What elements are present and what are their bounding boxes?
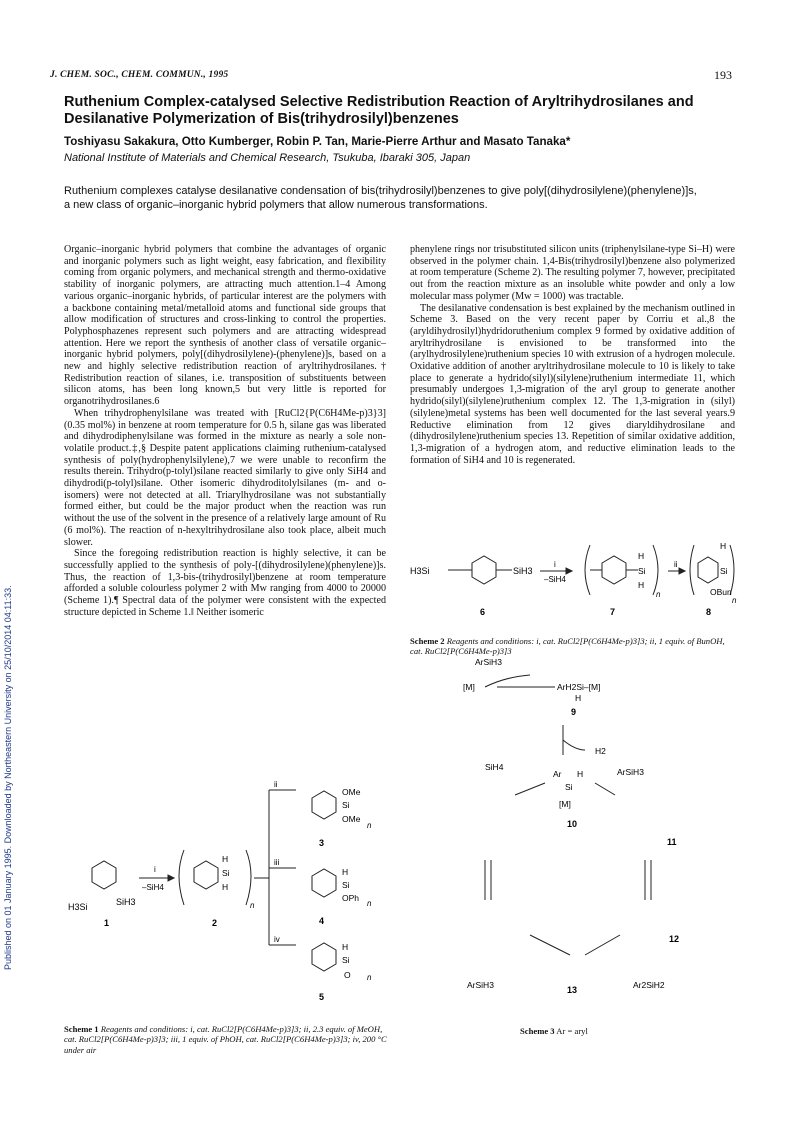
arrow-head [566, 568, 572, 574]
label: O [344, 970, 351, 980]
label: Si [222, 868, 230, 878]
paragraph: Since the foregoing redistribution reaction is highly selective, it can be successfully applied to the synthesis of poly-[(dihydrosilylene)(phenylene)]s. Thus, the reaction of 1,3-bis-(trihydrosilyl)benzene at room temperature afforded a soluble colourless polymer 2 with Mw ranging from 4000 to 20000 (Scheme 1).¶ Spectral data of the polymer were consistent with the expected structure depicted in Scheme 1.‖ Neither isomeric [64, 548, 386, 618]
label: Si [565, 782, 573, 792]
compound-number: 8 [706, 607, 712, 617]
scheme-3-figure [445, 655, 745, 1020]
label: H [342, 867, 349, 877]
benzene-ring [472, 556, 496, 584]
label: iv [274, 935, 280, 944]
compound-number: 5 [319, 992, 325, 1002]
paragraph: phenylene rings nor trisubstituted silicon units (triphenylsilane-type Si–H) were observed in the polymer chain. 1,4-Bis(trihydrosilyl)benzene also polymerized at room temperature (Scheme 2). The resulting polymer 7, however, precipitated out from the reaction mixture as an insoluble white powder and only a low molecular mass polymer (Mw = 1000) was tractable. [410, 244, 735, 302]
label: H [342, 942, 349, 952]
affiliation: National Institute of Materials and Chemical Research, Tsukuba, Ibaraki 305, Japan [64, 152, 471, 164]
label: Ar2SiH2 [633, 980, 665, 990]
label: ArSiH3 [617, 767, 644, 777]
compound-number: 9 [571, 707, 577, 717]
label: H3Si [410, 566, 430, 576]
label: H [222, 882, 229, 892]
compound-number: 4 [319, 916, 325, 926]
compound-number: 10 [567, 819, 578, 829]
label: H3Si [68, 902, 88, 912]
compound-number: 11 [667, 837, 677, 847]
scheme-1-figure [64, 780, 394, 1020]
right-column [410, 244, 735, 466]
label: i [554, 560, 556, 569]
label: Si [342, 955, 350, 965]
abstract: Ruthenium complexes catalyse desilanative condensation of bis(trihydrosilyl)benzenes to give poly[(dihydrosilylene)(phenylene)]s, a new class of organic–inorganic hybrid polymers that allow numerous transformations. [64, 185, 697, 211]
label: Si [342, 800, 350, 810]
label: SiH3 [513, 566, 533, 576]
label: Si [638, 566, 646, 576]
curved-arrow [563, 740, 585, 750]
label: Ar [553, 769, 562, 779]
bracket-left [585, 545, 590, 595]
caption-text: Reagents and conditions: i, cat. RuCl2[P(C6H4Me-p)3]3; ii, 1 equiv. of BunOH, cat. RuCl2[P(C6H4Me-p)3]3 [410, 636, 725, 657]
label: ArSiH3 [475, 657, 502, 667]
label: H2 [595, 746, 606, 756]
compound-number: 3 [319, 838, 325, 848]
label: OBun [710, 587, 732, 597]
compound-number: 7 [610, 607, 616, 617]
equilibrium-arrow [595, 783, 615, 795]
label: ArH2Si–[M] [557, 682, 601, 692]
journal-header: J. CHEM. SOC., CHEM. COMMUN., 1995 [50, 70, 229, 80]
label: ArSiH3 [467, 980, 494, 990]
caption-label: Scheme 3 [520, 1026, 555, 1036]
label: n [367, 973, 372, 982]
arrow-head [679, 568, 685, 574]
article-title: Ruthenium Complex-catalysed Selective Redistribution Reaction of Aryltrihydrosilanes and Desilanative Polymerization of Bis(trihydrosilyl)benzenes [64, 94, 694, 127]
label: H [222, 854, 229, 864]
compound-number: 1 [104, 918, 110, 928]
download-stamp-link[interactable]: Published on 01 January 1995. Downloaded by Northeastern University on 25/10/2014 04:11:33. [3, 585, 13, 970]
compound-number: 13 [567, 985, 578, 995]
label: H [638, 551, 645, 561]
label: OMe [342, 814, 361, 824]
benzene-ring [312, 791, 336, 819]
paragraph: Organic–inorganic hybrid polymers that combine the advantages of organic and inorganic polymers such as light weight, easy fabrication, and flexibility coming from organic polymers, and mechanical strength and thermo-oxidative stability of inorganic polymers, are attracting much attention.1–4 Among various organic–inorganic hybrids, of particular interest are the polymers with a backbone containing metal/metalloid atoms and functional side groups that allow modification of structures and cross-linking to control the properties. Polyphosphazenes represent such polymers and are attracting widespread attention. Here we report the synthesis of another class of versatile organic–inorganic hybrid polymers, poly[(dihydrosilylene)-(phenylene)]s, based on a new and highly selective redistribution reaction of aryltrihydrosilanes.† Redistribution reaction of silanes, i.e. transposition of substituents between silicon atoms, has been long known,5 but very little is reported for organotrihydrosilanes.6 [64, 244, 386, 408]
compound-number: 6 [480, 607, 486, 617]
paragraph: The desilanative condensation is best explained by the mechanism outlined in Scheme 3. Based on the very recent paper by Corriu et al.,8 the (aryldihydrosilyl)hydridoruthenium complex 9 formed by oxidative addition of aryltrihydrosilane is envisioned to be transformed into the (arylhydrosilylene)ruthenium species 10 with extrusion of a hydrogen molecule. Oxidative addition of another aryltrihydrosilane molecule to 10 is likely to take place to generate a hydrido(silyl)(silylene)ruthenium intermediate 11, which presumably undergoes 1,3-migration of the aryl group to generate another hydrido(silyl)(silylene)ruthenium complex 12. The 1,3-migration in (silyl)(silylene)metal systems has been well documented for the last several years.9 Reductive elimination from 12 gives diaryldihydrosilane and (dihydrosilylene)ruthenium species 13. Repetition of similar oxidative addition, 1,3-migration of a hydrogen atom, and reductive elimination leads to the formation of SiH4 and 10 is regenerated. [410, 302, 735, 466]
bracket-right [246, 850, 251, 905]
download-sidebar [2, 240, 14, 970]
caption-label: Scheme 1 [64, 1024, 99, 1034]
caption-text: Reagents and conditions: i, cat. RuCl2[P(C6H4Me-p)3]3; ii, 2.3 equiv. of MeOH, cat. RuCl2[P(C6H4Me-p)3]3; iii, 1 equiv. of PhOH, cat. RuCl2[P(C6H4Me-p)3]3; iv, 200 °C under air [64, 1024, 387, 1055]
label: OMe [342, 787, 361, 797]
scheme-1-caption [64, 1024, 394, 1055]
equilibrium-arrow [585, 935, 620, 955]
benzene-ring [92, 861, 116, 889]
equilibrium-arrow [530, 935, 570, 955]
compound-number: 2 [212, 918, 218, 928]
label: Si [720, 566, 728, 576]
label: [M] [463, 682, 475, 692]
benzene-ring [312, 943, 336, 971]
bracket-left [690, 545, 694, 595]
label: i [154, 865, 156, 874]
caption-text: Ar = aryl [556, 1026, 588, 1036]
scheme-2-caption [410, 636, 735, 657]
benzene-ring [602, 556, 626, 584]
label: SiH4 [485, 762, 504, 772]
label: ii [274, 780, 278, 789]
label: n [732, 596, 737, 605]
page-number: 193 [714, 68, 732, 82]
label: H [720, 541, 727, 551]
label: Si [342, 880, 350, 890]
caption-label: Scheme 2 [410, 636, 445, 646]
arrow-head [168, 875, 174, 881]
label: H [638, 580, 645, 590]
label: n [367, 821, 372, 830]
author-list: Toshiyasu Sakakura, Otto Kumberger, Robin P. Tan, Marie-Pierre Arthur and Masato Tanaka* [64, 135, 571, 148]
label: [M] [559, 799, 571, 809]
curved-arrow [485, 675, 530, 687]
bracket-right [653, 545, 658, 595]
benzene-ring [698, 557, 718, 583]
benzene-ring [194, 861, 218, 889]
scheme-2-figure [410, 535, 740, 630]
label: n [656, 590, 661, 599]
left-column [64, 244, 386, 619]
paragraph: When trihydrophenylsilane was treated with [RuCl2{P(C6H4Me-p)3}3] (0.35 mol%) in benzene at room temperature for 0.5 h, silane gas was liberated and dihydrodiphenylsilane was formed in the mixture as nearly a sole non-volatile product.‡,§ Despite patent applications claiming ruthenium-catalysed synthesis of poly(hydrophenylsilylene),7 we were unable to reconfirm the results therein. Trihydro(p-tolyl)silane reacted similarly to give only SiH4 and dihydrodi(p-tolyl)silane. Other isomeric dihydroditolylsilanes (m- and o-isomers) were not detected at all. Triarylhydrosilane was not substantially formed either, but could be the major product when the reaction was run without the use of the solvent in the presence of a relatively large amount of Ru (6 mol%). The reaction of n-hexyltrihydrosilane also took place, albeit much slower. [64, 407, 386, 548]
label: OPh [342, 893, 360, 903]
label: –SiH4 [544, 575, 566, 584]
label: H [575, 693, 582, 703]
benzene-ring [312, 869, 336, 897]
label: H [577, 769, 584, 779]
label: –SiH4 [142, 883, 164, 892]
label: ii [674, 560, 678, 569]
label: n [250, 901, 255, 910]
bracket-left [179, 850, 184, 905]
label: SiH3 [116, 897, 136, 907]
scheme-3-caption [520, 1026, 740, 1036]
label: n [367, 899, 372, 908]
compound-number: 12 [669, 934, 680, 944]
label: iii [274, 858, 280, 867]
equilibrium-arrow [515, 783, 545, 795]
